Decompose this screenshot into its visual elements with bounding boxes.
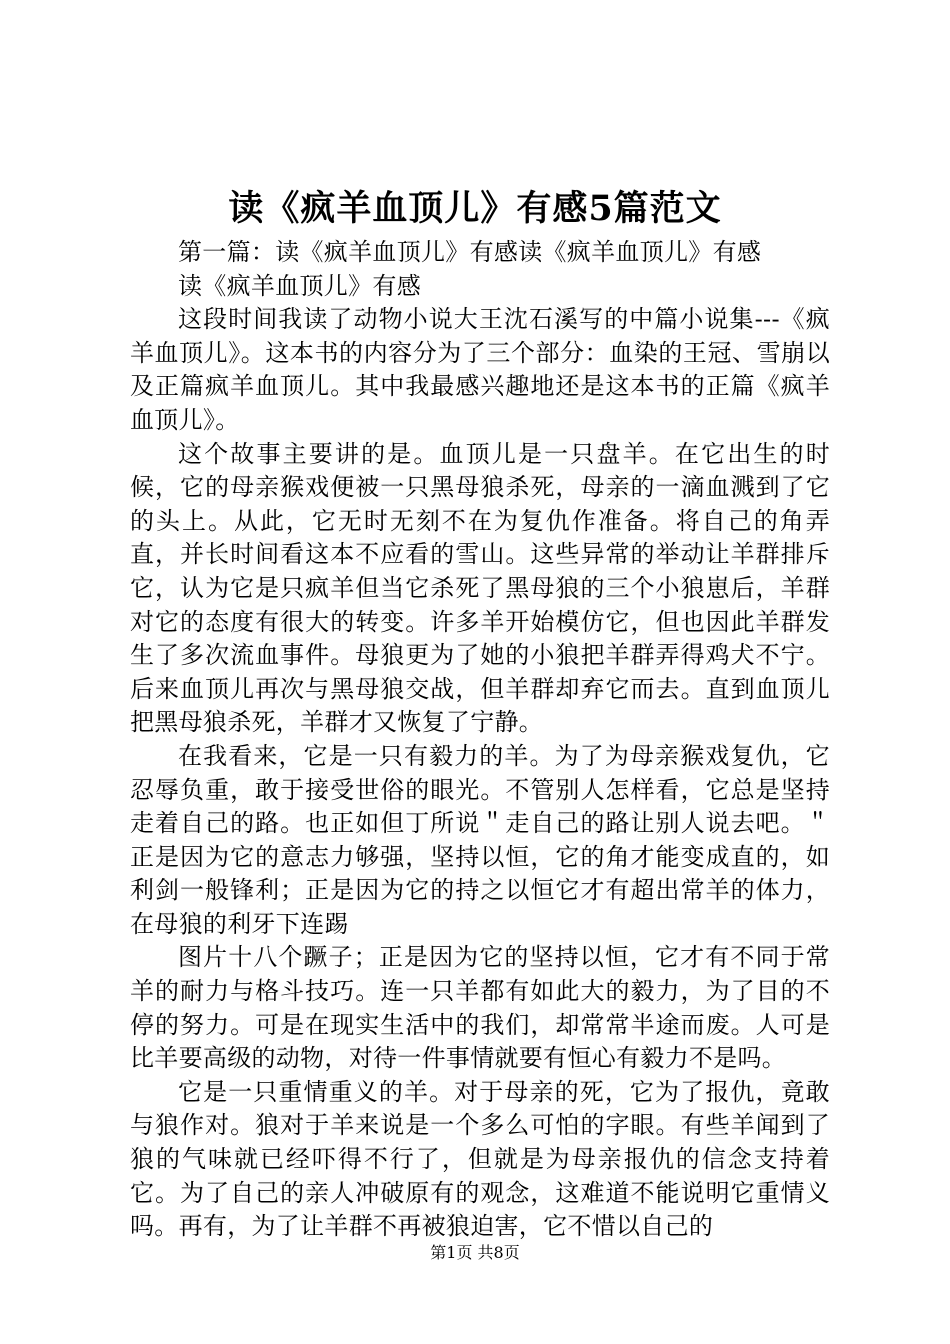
paragraph-heading: 第一篇：读《疯羊血顶儿》有感读《疯羊血顶儿》有感 (178, 238, 762, 266)
paragraph: 在我看来，它是一只有毅力的羊。为了为母亲猴戏复仇，它忍辱负重，敢于接受世俗的眼光。不管别人怎样看，它总是坚持走着自己的路。也正如但丁所说＂走自己的路让别人说去吧。＂正是因为它的意志力够强，坚持以恒，它的角才能变成直的，如利剑一般锋利；正是因为它的持之以恒它才有超出常羊的体力，在母狼的利牙下连踢 (130, 741, 830, 938)
paragraph-subheading: 读《疯羊血顶儿》有感 (178, 271, 421, 300)
document-title: 读《疯羊血顶儿》有感5篇范文 (228, 188, 722, 229)
document-body (130, 236, 830, 1244)
paragraph: 这段时间我读了动物小说大王沈石溪写的中篇小说集---《疯羊血顶儿》。这本书的内容分为了三个部分：血染的王冠、雪崩以及正篇疯羊血顶儿。其中我最感兴趣地还是这本书的正篇《疯羊血顶儿》。 (130, 305, 830, 434)
paragraph: 它是一只重情重义的羊。对于母亲的死，它为了报仇，竟敢与狼作对。狼对于羊来说是一个多么可怕的字眼。有些羊闻到了狼的气味就已经吓得不行了，但就是为母亲报仇的信念支持着它。为了自己的亲人冲破原有的观念，这难道不能说明它重情义吗。再有，为了让羊群不再被狼迫害，它不惜以自己的 (130, 1077, 830, 1241)
page-footer: 第1页 共8页 (430, 1243, 520, 1262)
paragraph: 这个故事主要讲的是。血顶儿是一只盘羊。在它出生的时候，它的母亲猴戏便被一只黑母狼杀死，母亲的一滴血溅到了它的头上。从此，它无时无刻不在为复仇作准备。将自己的角弄直，并长时间看这本不应看的雪山。这些异常的举动让羊群排斥它，认为它是只疯羊但当它杀死了黑母狼的三个小狼崽后，羊群对它的态度有很大的转变。许多羊开始模仿它，但也因此羊群发生了多次流血事件。母狼更为了她的小狼把羊群弄得鸡犬不宁。后来血顶儿再次与黑母狼交战，但羊群却弃它而去。直到血顶儿把黑母狼杀死，羊群才又恢复了宁静。 (130, 439, 830, 737)
paragraph: 图片十八个蹶子；正是因为它的坚持以恒，它才有不同于常羊的耐力与格斗技巧。连一只羊都有如此大的毅力，为了目的不停的努力。可是在现实生活中的我们，却常常半途而废。人可是比羊要高级的动物，对待一件事情就要有恒心有毅力不是吗。 (130, 943, 830, 1073)
